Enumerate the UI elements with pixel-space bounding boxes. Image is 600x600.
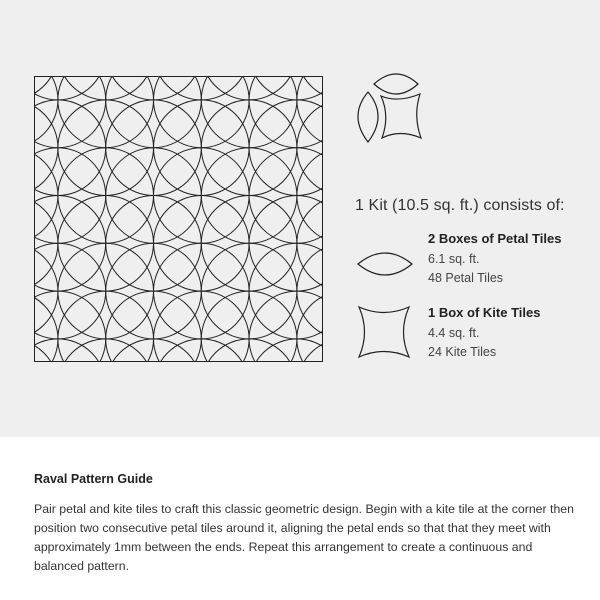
kite-tile-area: 4.4 sq. ft. [428, 326, 480, 340]
pattern-circle [34, 291, 106, 362]
petal-tile-info [428, 231, 588, 290]
pattern-circle [34, 339, 106, 362]
kite-tile-icon [356, 304, 412, 360]
pattern-circle [249, 243, 323, 339]
pattern-circle [249, 196, 323, 292]
pattern-circle [106, 291, 202, 362]
guide-title: Raval Pattern Guide [34, 472, 153, 486]
raval-pattern-diagram [34, 76, 323, 362]
petal-tile-area: 6.1 sq. ft. [428, 252, 480, 266]
petal-tile-name: 2 Boxes of Petal Tiles [428, 231, 562, 246]
pattern-circle [249, 76, 323, 100]
pattern-circle [34, 76, 106, 100]
pattern-circle [249, 148, 323, 244]
kite-tile-count: 24 Kite Tiles [428, 345, 497, 359]
pattern-circle [249, 100, 323, 196]
pattern-circle [34, 291, 58, 362]
guide-text: Pair petal and kite tiles to craft this classic geometric design. Begin with a kite tile at the corner then position two consecutive petal tiles around it, aligning the petal ends so that that they meet with approximately 1mm between the ends. Repeat this arrangement to create a continuous and balanced pattern. [34, 502, 574, 573]
pattern-circle [297, 291, 323, 362]
pattern-circle [34, 76, 106, 148]
pattern-circle [249, 339, 323, 362]
pattern-circle [34, 339, 58, 362]
pattern-circle [58, 291, 154, 362]
kite-tile-name: 1 Box of Kite Tiles [428, 305, 541, 320]
pattern-circle [34, 76, 58, 148]
pattern-circle [201, 291, 297, 362]
pattern-circle [297, 76, 323, 100]
pattern-circle [297, 76, 323, 148]
petal-tile-icon [356, 246, 414, 282]
kite-tile-info [428, 305, 588, 364]
pattern-circle [154, 291, 250, 362]
petal-kite-combination-icon [354, 70, 429, 150]
petal-tile-count: 48 Petal Tiles [428, 271, 504, 285]
kit-title: 1 Kit (10.5 sq. ft.) consists of: [355, 197, 565, 214]
pattern-circle [34, 76, 58, 100]
